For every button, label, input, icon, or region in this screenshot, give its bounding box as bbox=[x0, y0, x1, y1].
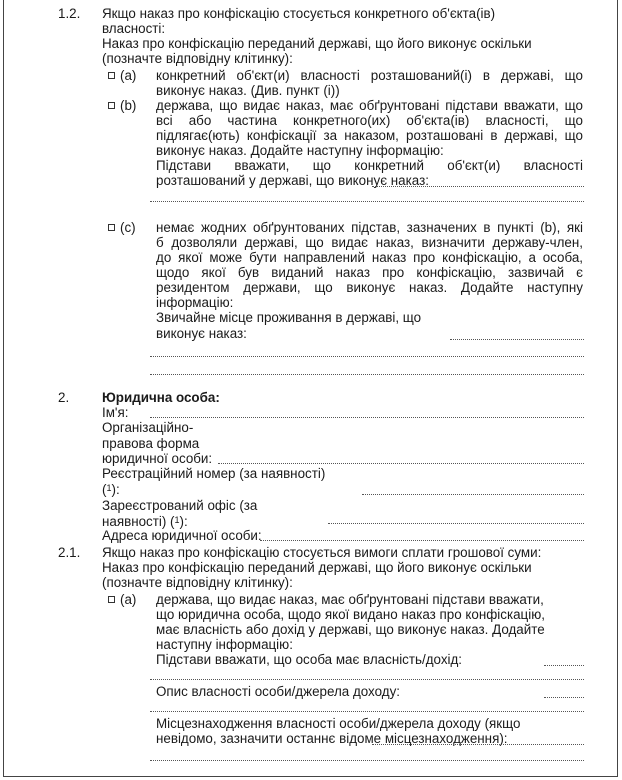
instruction-text: (позначте відповідну клітинку): bbox=[102, 575, 293, 590]
fill-line[interactable] bbox=[150, 417, 584, 418]
fill-line[interactable] bbox=[150, 201, 584, 202]
option-text: підлягає(ють) конфіскації за наказом, розташовані в державі, що bbox=[156, 128, 583, 143]
field-label: Організаційно- bbox=[102, 420, 194, 435]
field-label: Звичайне місце проживання в державі, що bbox=[156, 310, 422, 325]
option-text: б дозволяли державі, що видає наказ, визначити державу-член, bbox=[156, 235, 583, 250]
fill-line[interactable] bbox=[150, 679, 584, 680]
option-marker: (b) bbox=[120, 98, 137, 113]
checkbox-a[interactable] bbox=[108, 596, 115, 603]
field-label: Опис власності особи/джерела доходу: bbox=[156, 684, 400, 699]
fill-line[interactable] bbox=[218, 463, 584, 464]
section-heading: власності: bbox=[102, 21, 166, 36]
fill-line[interactable] bbox=[260, 540, 584, 541]
field-label: юридичної особи: bbox=[102, 451, 213, 466]
field-label: ($^1$): bbox=[102, 482, 120, 497]
option-text: щодо якої був виданий наказ про конфіскацію, зазвичай є bbox=[156, 265, 583, 280]
fill-line[interactable] bbox=[150, 374, 584, 375]
field-label: Підстави вважати, що особа має власність/дохід: bbox=[156, 652, 463, 667]
fill-line[interactable] bbox=[372, 744, 584, 745]
option-text: всі або частина конкретного(их) об'єкта(ів) власності, що bbox=[156, 113, 583, 128]
field-label: Адреса юридичної особи: bbox=[102, 528, 262, 543]
field-label: Місцезнаходження власності особи/джерела доходу (якщо bbox=[156, 716, 521, 731]
field-label: розташований у державі, що виконує наказ: bbox=[156, 173, 429, 188]
field-label: Ім'я: bbox=[102, 405, 129, 420]
section-number: 1.2. bbox=[58, 6, 81, 21]
section-heading: Якщо наказ про конфіскацію стосується конкретного об'єкта(ів) bbox=[102, 6, 496, 21]
form-page bbox=[3, 0, 618, 777]
field-label: виконує наказ: bbox=[156, 326, 247, 341]
checkbox-a[interactable] bbox=[108, 72, 115, 79]
option-text: що юридична особа, щодо якої видано наказ про конфіскацію, bbox=[156, 607, 545, 622]
fill-line[interactable] bbox=[372, 186, 584, 187]
option-text: виконує наказ. (Див. пункт (і)) bbox=[156, 83, 340, 98]
option-text: немає жодних обґрунтованих підстав, зазначених в пункті (b), які bbox=[156, 220, 583, 235]
option-text: виконує наказ. Додайте наступну інформацію: bbox=[156, 143, 444, 158]
checkbox-c[interactable] bbox=[108, 224, 115, 231]
option-text: інформацію: bbox=[156, 295, 234, 310]
fill-line[interactable] bbox=[544, 697, 584, 698]
fill-line[interactable] bbox=[362, 494, 584, 495]
field-label: правова форма bbox=[102, 436, 200, 451]
option-text: наступну інформацію: bbox=[156, 637, 293, 652]
field-label: Зареєстрований офіс (за bbox=[102, 498, 258, 513]
fill-line[interactable] bbox=[544, 665, 584, 666]
section-number: 2. bbox=[58, 390, 70, 405]
field-label: наявності) ($^1$): bbox=[102, 514, 188, 529]
fill-line[interactable] bbox=[150, 711, 584, 712]
fill-line[interactable] bbox=[450, 339, 584, 340]
section-number: 2.1. bbox=[58, 545, 81, 560]
fill-line[interactable] bbox=[328, 523, 584, 524]
option-text: конкретний об'єкт(и) власності розташований(і) в державі, що bbox=[156, 68, 583, 83]
option-marker: (a) bbox=[120, 592, 137, 607]
option-text: резидентом держави, що виконує наказ. Додайте наступну bbox=[156, 280, 583, 295]
fill-line[interactable] bbox=[150, 356, 584, 357]
field-label: Реєстраційний номер (за наявності) bbox=[102, 466, 326, 481]
option-marker: (a) bbox=[120, 68, 137, 83]
option-text: має власність або дохід у державі, що виконує наказ. Додайте bbox=[156, 622, 545, 637]
section-heading: Якщо наказ про конфіскацію стосується вимоги сплати грошової суми: bbox=[102, 545, 542, 560]
field-label: Підстави вважати, що конкретний об'єкт(и) власності bbox=[156, 158, 583, 173]
section-title: Юридична особа: bbox=[102, 390, 220, 405]
checkbox-b[interactable] bbox=[108, 102, 115, 109]
instruction-text: Наказ про конфіскацію переданий державі, що його виконує оскільки bbox=[102, 560, 532, 575]
option-marker: (c) bbox=[120, 220, 136, 235]
option-text: держава, що видає наказ, має обґрунтовані підстави вважати, що bbox=[156, 98, 583, 113]
fill-line[interactable] bbox=[150, 760, 584, 761]
field-label: невідомо, зазначити останнє відоме місцезнаходження): bbox=[156, 731, 508, 746]
option-text: до якої може бути направлений наказ про конфіскацію, а особа, bbox=[156, 250, 583, 265]
option-text: держава, що видає наказ, має обґрунтовані підстави вважати, bbox=[156, 592, 544, 607]
instruction-text: (позначте відповідну клітинку): bbox=[102, 51, 293, 66]
instruction-text: Наказ про конфіскацію переданий державі, що його виконує оскільки bbox=[102, 36, 532, 51]
